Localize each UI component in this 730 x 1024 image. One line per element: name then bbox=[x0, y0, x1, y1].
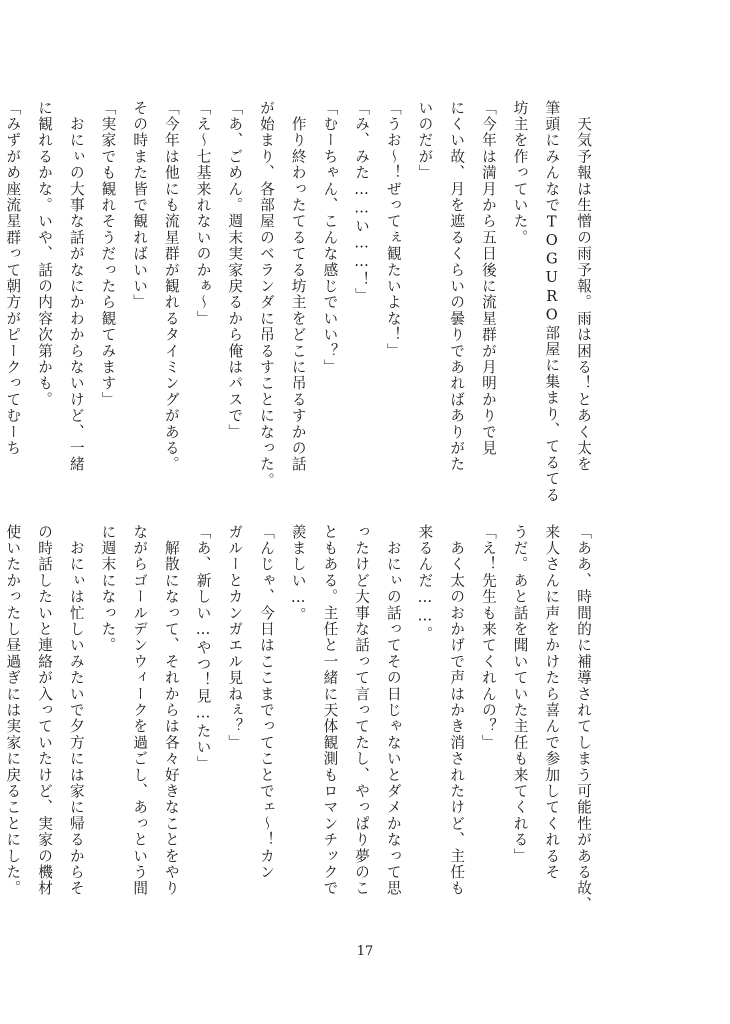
upper-text-block bbox=[0, 100, 599, 504]
text-line: 来人さんに声をかけたら喜んで参加してくれるそ bbox=[543, 524, 561, 881]
text-line: おにぃは忙しいみたいで夕方には家に帰るからそ bbox=[67, 524, 85, 897]
text-line: その時また皆で観ればいい」 bbox=[131, 100, 149, 311]
text-line: 「今年は他にも流星群が観れるタイミングがある。 bbox=[162, 100, 180, 473]
text-line: 「あ、新しい…やつ！見…たい」 bbox=[194, 524, 212, 772]
text-line: に週末になった。 bbox=[99, 524, 117, 654]
text-line: あく太のおかげで声はかき消されたけど、主任も bbox=[448, 524, 466, 897]
page-number: 17 bbox=[356, 944, 374, 959]
text-line: いのだが」 bbox=[416, 100, 434, 181]
text-line: 「みずがめ座流星群って朝方がピークってむーち bbox=[4, 100, 22, 457]
text-line: 「むーちゃん、こんな感じでいい？」 bbox=[321, 100, 339, 376]
lower-text-block bbox=[0, 524, 599, 924]
text-line: 天気予報は生憎の雨予報。雨は困る！とあく太を bbox=[575, 100, 592, 473]
text-line: ったけど大事な話って言ってたし、やっぱり夢のこ bbox=[353, 524, 371, 897]
text-line: 「あ、ごめん。週末実家戻るから俺はパスで」 bbox=[226, 100, 244, 441]
text-line: うだ。あと話を聞いていた主任も来てくれる」 bbox=[511, 524, 529, 865]
text-line: 来るんだ……。 bbox=[416, 524, 434, 643]
text-line: 解散になって、それからは各々好きなことをやり bbox=[162, 524, 180, 897]
text-line: ながらゴールデンウィークを過ごし、あっという間 bbox=[131, 524, 149, 897]
text-line: 「み、みた……い……！」 bbox=[353, 100, 371, 304]
text-line: 「え～七基来れないのかぁ～」 bbox=[194, 100, 212, 327]
text-line: 「実家でも観れそうだったら観てみます」 bbox=[99, 100, 117, 408]
text-line: 「今年は満月から五日後に流星群が月明かりで見 bbox=[479, 100, 497, 457]
text-line: 使いたかったし昼過ぎには実家に戻ることにした。 bbox=[4, 524, 22, 897]
text-line: ともある。主任と一緒に天体観測もロマンチックで bbox=[321, 524, 339, 897]
text-line: 「え！先生も来てくれんの？」 bbox=[479, 524, 497, 751]
text-line: の時話したいと連絡が入っていたけど、実家の機材 bbox=[36, 524, 54, 897]
text-line: が始まり、各部屋のベランダに吊るすことになった。 bbox=[257, 100, 275, 489]
text-line: 作り終わったてるてる坊主をどこに吊るすかの話 bbox=[289, 100, 307, 473]
text-line: おにぃの話ってその日じゃないとダメかなって思 bbox=[384, 524, 402, 897]
text-line: 筆頭にみんなでTOGURO部屋に集まり、てるてる bbox=[543, 100, 561, 504]
text-line: ガルーとカンガエル見ねぇ？」 bbox=[226, 524, 244, 751]
text-line: にくい故、月を遮るくらいの曇りであればありがた bbox=[448, 100, 466, 473]
text-line: 羨ましい…。 bbox=[289, 524, 307, 624]
text-line: 坊主を作っていた。 bbox=[511, 100, 529, 246]
text-line: 「んじゃ、今日はここまでってことでェ～！カン bbox=[257, 524, 275, 881]
text-line: おにぃの大事な話がなにかわからないけど、一緒 bbox=[67, 100, 85, 473]
text-line: 「うお～！ぜってぇ観たいよな！」 bbox=[384, 100, 402, 360]
text-line: に観れるかな。いや、話の内容次第かも。 bbox=[36, 100, 54, 408]
text-line: 「ああ、時間的に補導されてしまう可能性がある故、 bbox=[575, 524, 592, 913]
